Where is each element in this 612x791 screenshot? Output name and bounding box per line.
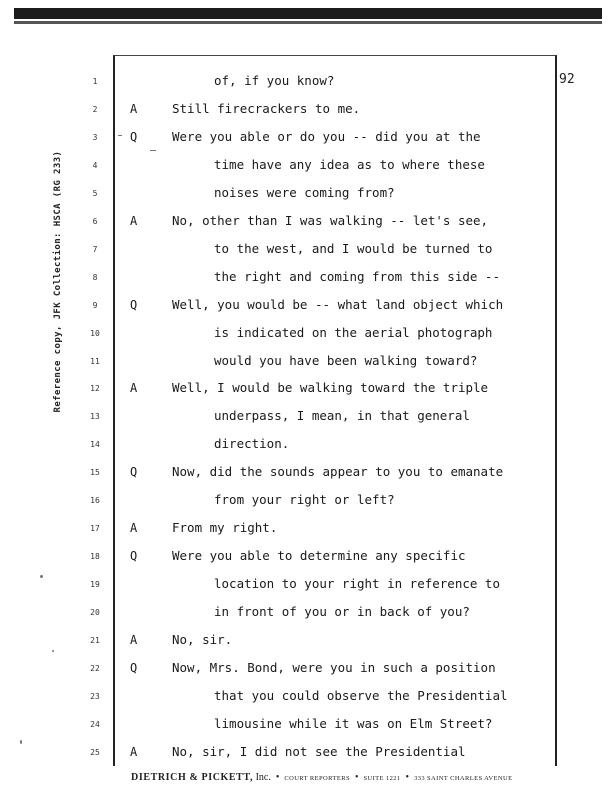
speaker-label: A <box>130 101 138 116</box>
transcript-line <box>0 545 612 573</box>
transcript-line <box>0 182 612 210</box>
line-text: Were you able to determine any specific <box>172 548 466 564</box>
line-text: to the west, and I would be turned to <box>214 240 493 256</box>
scan-top-bar <box>14 8 602 19</box>
line-text: Well, you would be -- what land object which <box>172 296 504 312</box>
line-number: 24 <box>90 719 100 729</box>
line-number: 10 <box>90 328 100 338</box>
transcript-line <box>0 405 612 433</box>
scan-speck <box>52 650 54 652</box>
reference-stamp: Reference copy, JFK Collection: HSCA (RG 233) <box>53 150 63 413</box>
line-text: Now, did the sounds appear to you to emanate <box>172 464 504 480</box>
line-text: is indicated on the aerial photograph <box>214 324 493 340</box>
line-text: Well, I would be walking toward the triple <box>172 380 489 396</box>
line-number: 8 <box>92 272 98 282</box>
line-text: Now, Mrs. Bond, were you in such a position <box>172 659 496 675</box>
line-number: 16 <box>90 496 100 506</box>
line-text: No, sir, I did not see the Presidential <box>172 743 466 759</box>
transcript-line <box>0 266 612 294</box>
speaker-label: Q <box>130 549 138 564</box>
transcript-line <box>0 713 612 741</box>
line-number: 17 <box>90 524 100 534</box>
line-text: No, other than I was walking -- let's see, <box>172 212 489 228</box>
transcript-line <box>0 70 612 98</box>
line-number: 23 <box>90 691 100 701</box>
speaker-label: Q <box>130 660 138 675</box>
line-number: 6 <box>92 216 98 226</box>
transcript-line <box>0 601 612 629</box>
line-text: Still firecrackers to me. <box>172 100 361 116</box>
footer-bullet: • <box>405 772 410 783</box>
line-number: 3 <box>92 132 98 142</box>
line-text: limousine while it was on Elm Street? <box>214 715 493 731</box>
line-text: would you have been walking toward? <box>214 352 478 368</box>
line-text: that you could observe the Presidential <box>214 687 508 703</box>
line-number: 19 <box>90 580 100 590</box>
line-number: 2 <box>92 104 98 114</box>
footer-suite: SUITE 1221 <box>363 775 401 782</box>
speaker-label: Q <box>130 465 138 480</box>
line-number: 18 <box>90 552 100 562</box>
scan-speck <box>118 135 122 136</box>
transcript-line <box>0 741 612 769</box>
transcript-line <box>0 126 612 154</box>
line-text: From my right. <box>172 520 278 536</box>
transcript-line <box>0 517 612 545</box>
line-text: the right and coming from this side -- <box>214 268 500 284</box>
transcript-line <box>0 294 612 322</box>
line-text: noises were coming from? <box>214 184 395 200</box>
line-number: 14 <box>90 440 100 450</box>
transcript-line <box>0 629 612 657</box>
line-number: 1 <box>92 77 98 86</box>
speaker-label: A <box>130 744 138 759</box>
line-text: time have any idea as to where these <box>214 156 485 172</box>
transcript-line <box>0 657 612 685</box>
line-number: 4 <box>92 160 98 170</box>
footer-bullet: • <box>354 772 359 783</box>
line-number: 25 <box>90 747 100 757</box>
line-number: 11 <box>90 356 100 366</box>
transcript-line <box>0 210 612 238</box>
line-text: underpass, I mean, in that general <box>214 408 470 424</box>
scan-speck <box>20 740 22 744</box>
page-footer <box>131 772 571 783</box>
transcript-line <box>0 238 612 266</box>
line-text: in front of you or in back of you? <box>214 604 470 620</box>
line-number: 13 <box>90 412 100 422</box>
transcript-line <box>0 685 612 713</box>
footer-address: 333 SAINT CHARLES AVENUE <box>414 775 513 782</box>
line-text: direction. <box>214 436 290 452</box>
line-number: 22 <box>90 663 100 673</box>
transcript-line <box>0 433 612 461</box>
speaker-label: A <box>130 381 138 396</box>
line-number: 9 <box>92 300 98 310</box>
line-text: from your right or left? <box>214 492 395 508</box>
transcript-line <box>0 350 612 378</box>
line-number: 5 <box>92 188 98 198</box>
speaker-label: Q <box>130 129 138 144</box>
firm-inc: Inc. <box>255 772 271 783</box>
footer-role: COURT REPORTERS <box>284 775 350 782</box>
line-text: of, if you know? <box>214 73 335 88</box>
line-text: No, sir. <box>172 632 233 647</box>
scan-speck <box>40 575 43 578</box>
transcript-line <box>0 489 612 517</box>
scan-speck <box>150 150 156 151</box>
line-number: 20 <box>90 608 100 618</box>
speaker-label: Q <box>130 297 138 312</box>
firm-name: DIETRICH & PICKETT, <box>131 772 254 783</box>
line-number: 12 <box>90 384 100 394</box>
speaker-label: A <box>130 213 138 228</box>
line-number: 7 <box>92 244 98 254</box>
line-text: location to your right in reference to <box>214 576 500 592</box>
speaker-label: A <box>130 633 138 647</box>
transcript-line <box>0 322 612 350</box>
line-number: 21 <box>90 636 100 645</box>
footer-bullet: • <box>275 772 280 783</box>
transcript-line <box>0 154 612 182</box>
page-number: 92 <box>559 72 575 87</box>
line-number: 15 <box>90 468 100 478</box>
transcript-line <box>0 377 612 405</box>
transcript-line <box>0 461 612 489</box>
speaker-label: A <box>130 521 138 536</box>
transcript-line <box>0 98 612 126</box>
line-text: Were you able or do you -- did you at the <box>172 128 481 144</box>
transcript-line <box>0 573 612 601</box>
